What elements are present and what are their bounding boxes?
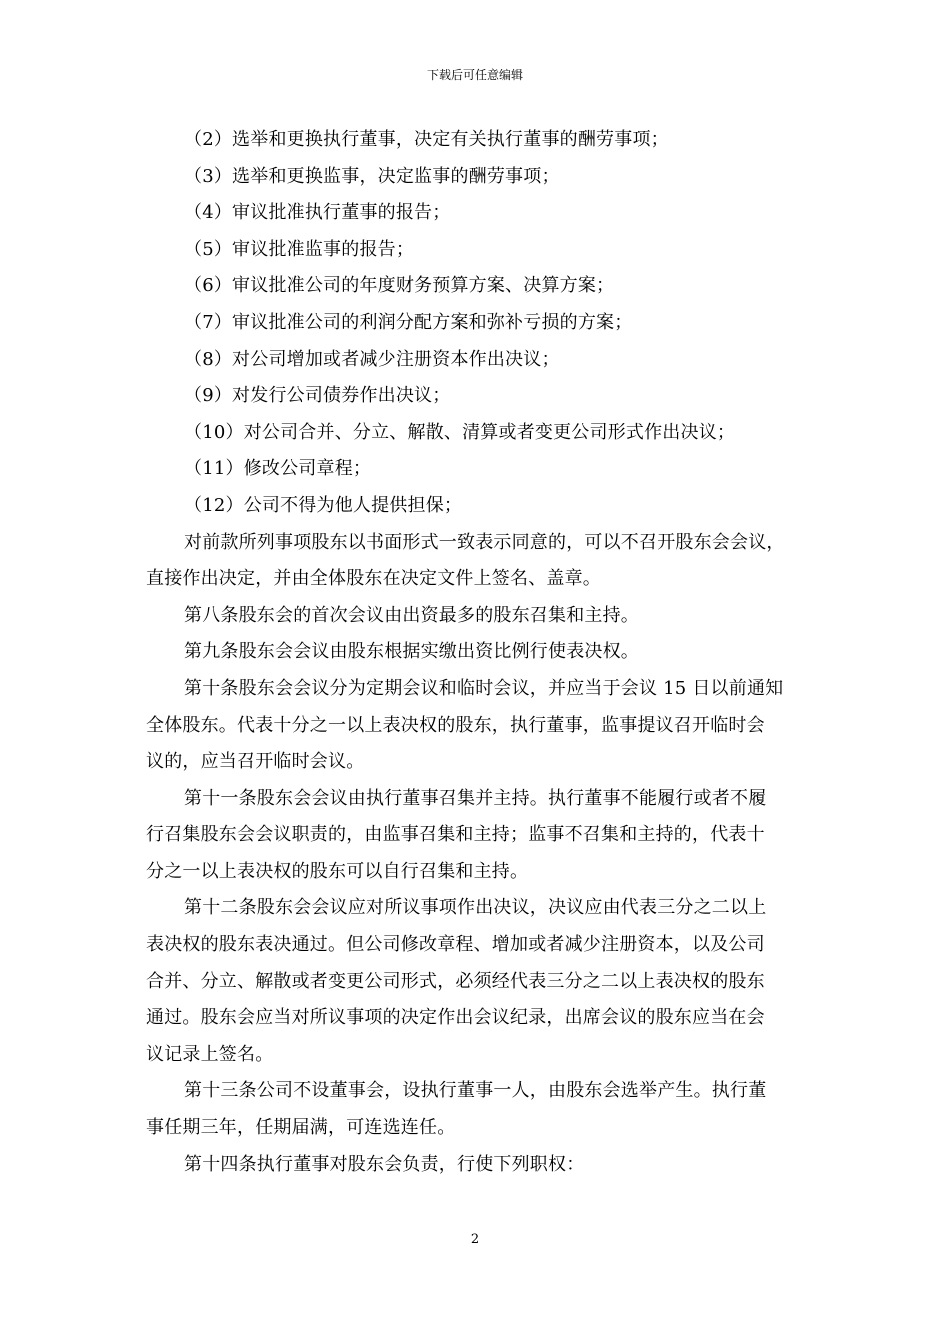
text-line: （9）对发行公司债券作出决议； <box>184 385 451 407</box>
text-line: 议记录上签名。 <box>146 1043 274 1065</box>
text-line: 合并、分立、解散或者变更公司形式，必须经代表三分之二以上表决权的股东 <box>146 970 765 992</box>
paragraph <box>146 488 806 525</box>
paragraph <box>146 159 806 196</box>
text-line: 事任期三年，任期届满，可连选连任。 <box>146 1117 456 1139</box>
paragraph <box>146 122 806 159</box>
text-line: 第九条股东会会议由股东根据实缴出资比例行使表决权。 <box>184 641 639 663</box>
paragraph <box>146 1147 806 1184</box>
paragraph <box>146 415 806 452</box>
text-line: 分之一以上表决权的股东可以自行召集和主持。 <box>146 860 529 882</box>
text-line: 议的，应当召开临时会议。 <box>146 751 365 773</box>
text-line: 第十一条股东会会议由执行董事召集并主持。执行董事不能履行或者不履 <box>184 787 767 809</box>
text-line: 通过。股东会应当对所议事项的决定作出会议纪录，出席会议的股东应当在会 <box>146 1007 765 1029</box>
paragraph <box>146 525 806 598</box>
text-line: 第十三条公司不设董事会，设执行董事一人，由股东会选举产生。执行董 <box>184 1080 767 1102</box>
text-line: （3）选举和更换监事，决定监事的酬劳事项； <box>184 165 560 187</box>
text-line: 第十二条股东会会议应对所议事项作出决议，决议应由代表三分之二以上 <box>184 897 767 919</box>
paragraph <box>146 232 806 269</box>
page-header: 下载后可任意编辑 <box>426 68 523 82</box>
text-line: （11）修改公司章程； <box>184 458 372 480</box>
paragraph <box>146 671 806 781</box>
paragraph <box>146 634 806 671</box>
page-number: 2 <box>470 1232 480 1247</box>
text-line: （8）对公司增加或者减少注册资本作出决议； <box>184 348 560 370</box>
paragraph <box>146 451 806 488</box>
paragraph <box>146 890 806 1073</box>
text-line: 表决权的股东表决通过。但公司修改章程、增加或者减少注册资本，以及公司 <box>146 934 765 956</box>
text-line: （2）选举和更换执行董事，决定有关执行董事的酬劳事项； <box>184 129 669 150</box>
paragraph <box>146 305 806 342</box>
text-line: 直接作出决定，并由全体股东在决定文件上签名、盖章。 <box>146 568 601 590</box>
text-line: 第十四条执行董事对股东会负责，行使下列职权： <box>184 1153 585 1175</box>
paragraph <box>146 781 806 891</box>
text-line: （4）审议批准执行董事的报告； <box>184 202 451 224</box>
text-line: 全体股东。代表十分之一以上表决权的股东，执行董事，监事提议召开临时会 <box>146 714 765 736</box>
paragraph <box>146 342 806 379</box>
text-line: 对前款所列事项股东以书面形式一致表示同意的，可以不召开股东会会议， <box>184 531 785 553</box>
paragraph <box>146 598 806 635</box>
text-line: （5）审议批准监事的报告； <box>184 238 415 260</box>
text-line: （6）审议批准公司的年度财务预算方案、决算方案； <box>184 275 615 297</box>
paragraph <box>146 268 806 305</box>
text-line: （7）审议批准公司的利润分配方案和弥补亏损的方案； <box>184 311 633 333</box>
text-line: 第十条股东会会议分为定期会议和临时会议，并应当于会议 15 日以前通知 <box>184 677 784 699</box>
paragraph <box>146 195 806 232</box>
text-line: （10）对公司合并、分立、解散、清算或者变更公司形式作出决议； <box>184 421 736 443</box>
paragraph <box>146 378 806 415</box>
text-line: 行召集股东会会议职责的，由监事召集和主持；监事不召集和主持的，代表十 <box>146 824 765 846</box>
paragraph <box>146 1073 806 1146</box>
document-body <box>146 122 806 1183</box>
text-line: 第八条股东会的首次会议由出资最多的股东召集和主持。 <box>184 604 639 626</box>
text-line: （12）公司不得为他人提供担保； <box>184 494 463 516</box>
